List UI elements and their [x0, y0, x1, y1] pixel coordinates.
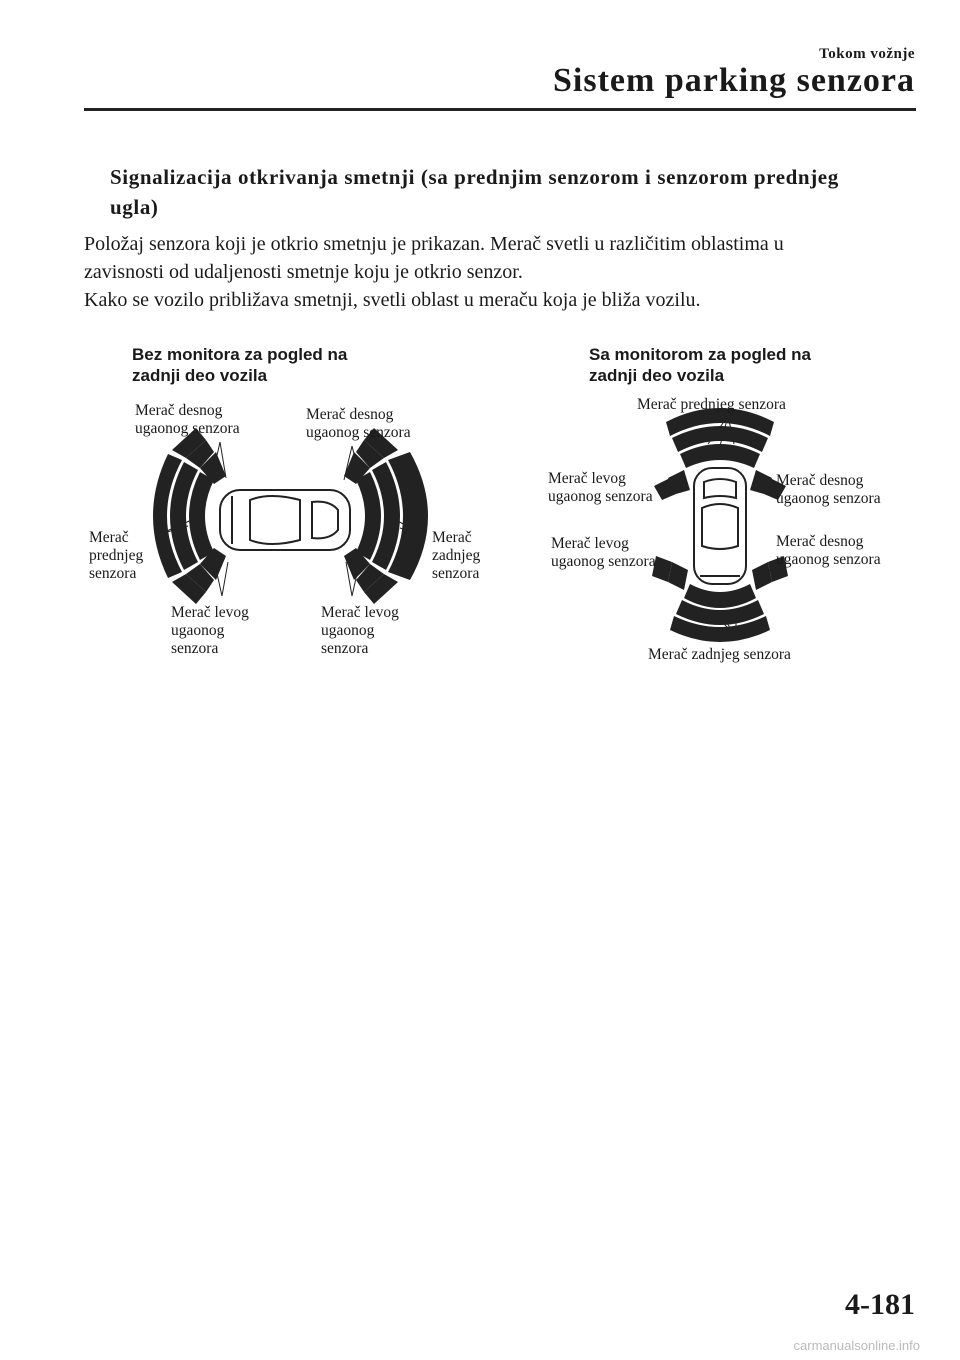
label-line: senzora [171, 640, 219, 657]
label-line: ugaonog senzora [306, 424, 411, 441]
left-figure-title-line-2: zadnji deo vozila [132, 366, 268, 385]
label-right-front-corner-right [776, 472, 881, 508]
label-line: ugaonog senzora [776, 490, 881, 507]
label-line: senzora [89, 565, 137, 582]
label-line: ugaonog senzora [135, 420, 240, 437]
label-left-corner-rear [321, 604, 399, 658]
label-right-corner-rear [306, 406, 411, 442]
label-rear-sensor [432, 529, 480, 583]
label-line: Merač levog [321, 604, 399, 621]
label-right-corner-front [135, 402, 240, 438]
left-car-icon [220, 490, 350, 550]
label-line: zadnjeg [432, 547, 481, 564]
label-line: Merač desnog [776, 533, 864, 550]
section-heading-line-2: ugla) [110, 195, 159, 219]
body-line-1: Položaj senzora koji je otkrio smetnju je prikazan. Merač svetli u različitim oblastima u [84, 233, 784, 255]
left-figure-title-line-1: Bez monitora za pogled na [132, 345, 348, 364]
section-heading-line-1: Signalizacija otkrivanja smetnji (sa prednjim senzorom i senzorom prednjeg [110, 165, 839, 189]
label-line: Merač levog [171, 604, 249, 621]
label-line: ugaonog [171, 622, 225, 639]
label-front-sensor [89, 529, 143, 583]
label-line: Merač desnog [306, 406, 394, 423]
label-line: ugaonog [321, 622, 375, 639]
label-line: Merač [89, 529, 129, 546]
right-diagram [652, 408, 788, 642]
label-line: Merač [432, 529, 472, 546]
left-figure-title [132, 344, 347, 386]
right-front-gauge [664, 408, 776, 474]
label-line: Merač desnog [135, 402, 223, 419]
label-left-corner-front [171, 604, 249, 658]
label-line: prednjeg [89, 547, 144, 564]
watermark: carmanualsonline.info [793, 1338, 920, 1353]
right-figure-title-line-1: Sa monitorom za pogled na [589, 345, 811, 364]
right-figure-title [589, 344, 811, 386]
body-line-3: Kako se vozilo približava smetnji, svetli oblast u meraču koja je bliža vozilu. [84, 289, 701, 311]
label-line: Merač levog [548, 470, 626, 487]
label-front-sensor-right: Merač prednjeg senzora [637, 396, 786, 413]
right-rear-gauge [670, 584, 770, 642]
label-rear-sensor-right: Merač zadnjeg senzora [648, 646, 791, 663]
label-left-front-corner-right [548, 470, 653, 506]
page-number: 4-181 [845, 1288, 915, 1321]
label-line: Merač desnog [776, 472, 864, 489]
label-line: senzora [432, 565, 480, 582]
label-line: ugaonog senzora [551, 553, 656, 570]
label-right-rear-corner-right [776, 533, 881, 569]
right-figure-title-line-2: zadnji deo vozila [589, 366, 725, 385]
left-diagram [153, 428, 428, 604]
label-line: ugaonog senzora [776, 551, 881, 568]
right-car-icon [694, 468, 746, 584]
chapter-label: Tokom vožnje [819, 46, 915, 62]
label-line: ugaonog senzora [548, 488, 653, 505]
body-line-2: zavisnosti od udaljenosti smetnje koju je otkrio senzor. [84, 261, 523, 283]
label-line: Merač levog [551, 535, 629, 552]
page-title: Sistem parking senzora [553, 62, 915, 99]
label-line: senzora [321, 640, 369, 657]
label-left-rear-corner-right [551, 535, 656, 571]
